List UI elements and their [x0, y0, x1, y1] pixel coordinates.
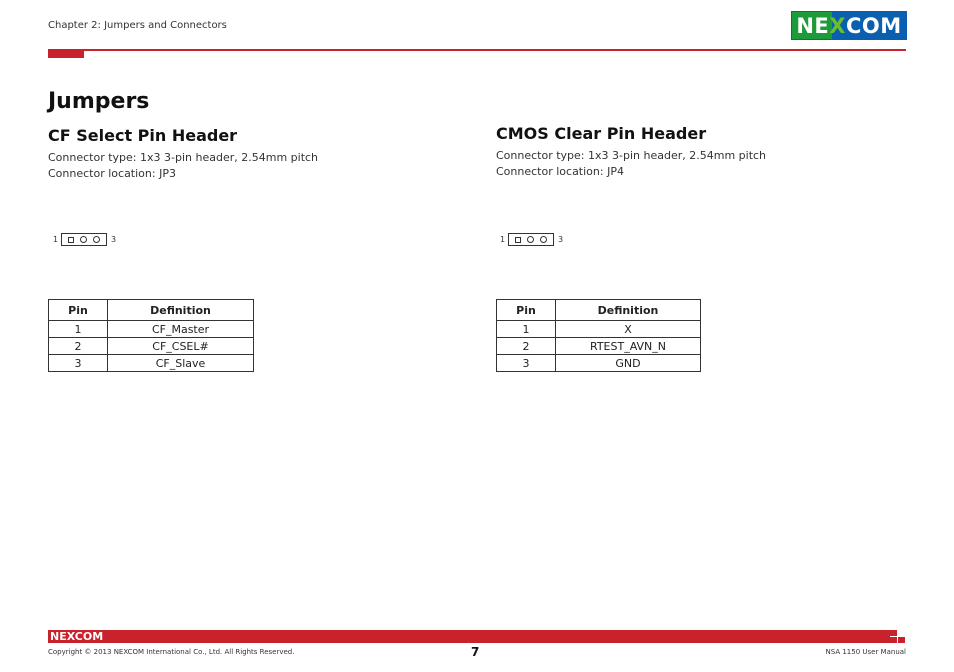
connector-type: Connector type: 1x3 3-pin header, 2.54mm pitch: [496, 149, 767, 162]
col-pin: Pin: [497, 300, 556, 321]
col-pin: Pin: [49, 300, 108, 321]
pin-cell: 3: [49, 355, 108, 372]
header-rule: [48, 49, 906, 51]
footer-square-decoration: [898, 637, 905, 643]
table-header-row: [497, 300, 701, 321]
table-row: [49, 321, 254, 338]
pin-cell: 1: [49, 321, 108, 338]
connector-type: Connector type: 1x3 3-pin header, 2.54mm pitch: [48, 151, 319, 164]
pin-1-square: [515, 237, 521, 243]
header-rule-tab: [48, 50, 84, 58]
pin-2-circle: [527, 236, 534, 243]
connector-location: Connector location: JP4: [496, 165, 624, 178]
pin-header-diagram-jp3: [61, 233, 107, 246]
footer-manual-name: NSA 1150 User Manual: [825, 648, 906, 656]
definition-cell: X: [556, 321, 701, 338]
pin-first-label: 1: [53, 235, 59, 244]
definition-cell: CF_Master: [108, 321, 254, 338]
page-title: Jumpers: [48, 89, 150, 114]
connector-location: Connector location: JP3: [48, 167, 176, 180]
table-row: [497, 321, 701, 338]
footer-bar: [48, 630, 890, 643]
pin-cell: 2: [49, 338, 108, 355]
pin-cell: 3: [497, 355, 556, 372]
footer-square-decoration: [890, 630, 897, 636]
chapter-label: Chapter 2: Jumpers and Connectors: [48, 20, 227, 31]
section-title-cf-select: CF Select Pin Header: [48, 126, 238, 145]
nexcom-logo: [791, 11, 907, 40]
logo-com: COM: [845, 13, 902, 38]
pin-last-label: 3: [558, 235, 564, 244]
pin-header-diagram-jp4: [508, 233, 554, 246]
pin-last-label: 3: [111, 235, 117, 244]
page-number: 7: [471, 645, 480, 659]
pin-1-square: [68, 237, 74, 243]
pin-table-jp3: [48, 299, 254, 372]
pin-2-circle: [80, 236, 87, 243]
table-header-row: [49, 300, 254, 321]
pin-first-label: 1: [500, 235, 506, 244]
definition-cell: GND: [556, 355, 701, 372]
footer-square-decoration: [890, 637, 897, 643]
table-row: [497, 355, 701, 372]
col-definition: Definition: [556, 300, 701, 321]
pin-cell: 2: [497, 338, 556, 355]
pin-cell: 1: [497, 321, 556, 338]
definition-cell: CF_Slave: [108, 355, 254, 372]
pin-3-circle: [93, 236, 100, 243]
section-desc-cmos-clear: [496, 148, 766, 180]
table-row: [497, 338, 701, 355]
pin-3-circle: [540, 236, 547, 243]
logo-x: X: [829, 13, 846, 38]
definition-cell: RTEST_AVN_N: [556, 338, 701, 355]
logo-ne: NE: [796, 13, 830, 38]
table-row: [49, 338, 254, 355]
section-title-cmos-clear: CMOS Clear Pin Header: [496, 124, 707, 143]
col-definition: Definition: [108, 300, 254, 321]
table-row: [49, 355, 254, 372]
definition-cell: CF_CSEL#: [108, 338, 254, 355]
pin-table-jp4: [496, 299, 701, 372]
footer-copyright: Copyright © 2013 NEXCOM International Co., Ltd. All Rights Reserved.: [48, 648, 295, 656]
footer-logo: NEXCOM: [50, 630, 104, 643]
section-desc-cf-select: [48, 150, 318, 182]
